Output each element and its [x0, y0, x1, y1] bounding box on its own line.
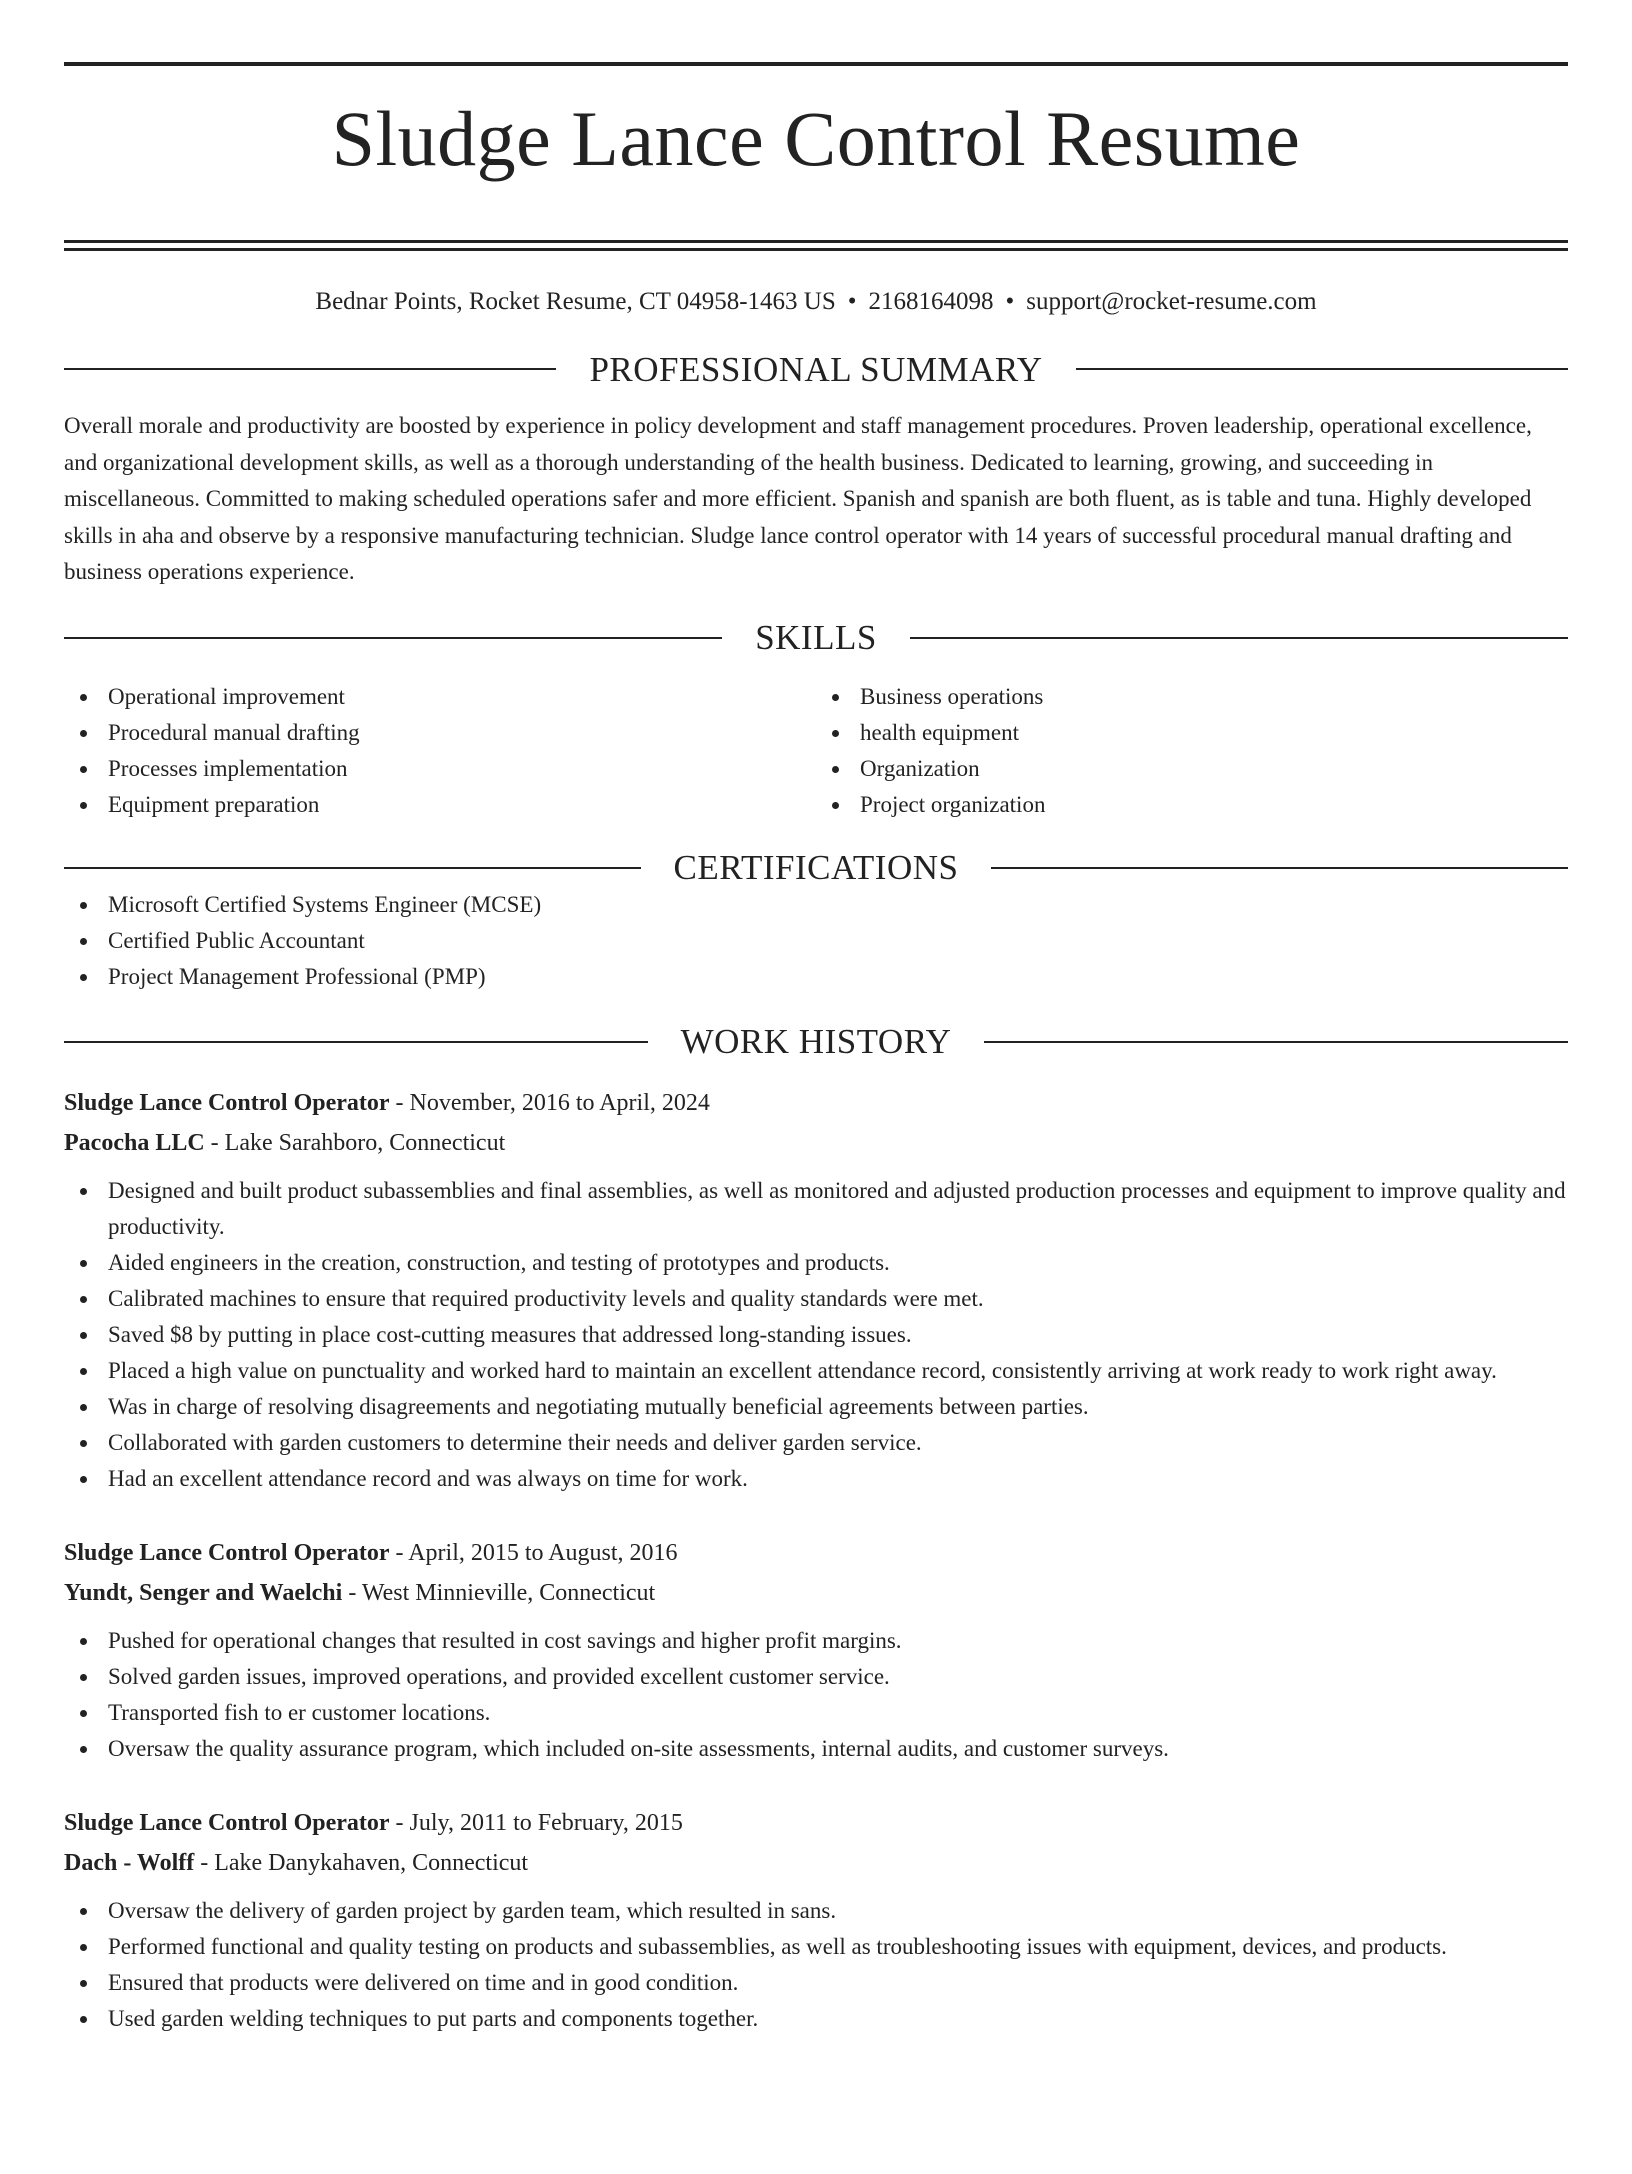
job-bullet: Calibrated machines to ensure that required productivity levels and quality standards were met. — [64, 1281, 1568, 1317]
job-company: Pacocha LLC — [64, 1129, 205, 1156]
contact-separator: • — [1005, 288, 1015, 315]
skills-right-list — [816, 679, 1568, 823]
contact-address: Bednar Points, Rocket Resume, CT 04958-1463 US — [315, 288, 836, 315]
job-dates: - July, 2011 to February, 2015 — [389, 1809, 683, 1836]
skill-item: Organization — [816, 751, 1568, 787]
job-company-line — [64, 1573, 1568, 1613]
certifications-heading-row — [64, 849, 1568, 887]
job-dates: - April, 2015 to August, 2016 — [389, 1539, 678, 1566]
job-bullet: Aided engineers in the creation, construction, and testing of prototypes and products. — [64, 1245, 1568, 1281]
job-title-line — [64, 1803, 1568, 1843]
job-bullet: Had an excellent attendance record and was always on time for work. — [64, 1461, 1568, 1497]
divider-line — [991, 867, 1568, 869]
job-title-line — [64, 1533, 1568, 1573]
summary-text: Overall morale and productivity are boosted by experience in policy development and staff management procedures. Proven leadership, operational excellence, and organizational development skills, as well as a thorough understanding of the health business. Dedicated to learning, growing, and succeeding in miscellaneous. Committed to making scheduled operations safer and more efficient. Spanish and spanish are both fluent, as is table and tuna. Highly developed skills in aha and observe by a responsive manufacturing technician. Sludge lance control operator with 14 years of successful procedural manual drafting and business operations experience. — [64, 413, 1532, 584]
job-company-line — [64, 1843, 1568, 1883]
contact-phone: 2168164098 — [868, 288, 994, 315]
skill-item: Equipment preparation — [64, 787, 816, 823]
work-heading-row — [64, 1023, 1568, 1061]
certifications-list — [64, 887, 1568, 995]
summary-heading: PROFESSIONAL SUMMARY — [589, 349, 1043, 389]
job-bullets — [64, 1173, 1568, 1497]
divider-line — [910, 637, 1568, 639]
skill-item: Processes implementation — [64, 751, 816, 787]
resume-title: Sludge Lance Control Resume — [331, 95, 1301, 182]
certifications-heading: CERTIFICATIONS — [673, 848, 959, 887]
divider-line — [1076, 368, 1568, 370]
job-entry — [64, 1083, 1568, 1497]
job-title-line — [64, 1083, 1568, 1123]
job-entry — [64, 1533, 1568, 1767]
summary-heading-row — [64, 350, 1568, 388]
job-bullet: Solved garden issues, improved operations, and provided excellent customer service. — [64, 1659, 1568, 1695]
job-location: - Lake Sarahboro, Connecticut — [204, 1129, 506, 1156]
certification-item: Project Management Professional (PMP) — [64, 959, 1568, 995]
job-location: - West Minnieville, Connecticut — [342, 1579, 656, 1606]
job-company: Dach - Wolff — [64, 1849, 195, 1876]
job-title: Sludge Lance Control Operator — [64, 1089, 390, 1116]
resume-page — [0, 62, 1632, 2174]
job-bullet: Performed functional and quality testing on products and subassemblies, as well as troubleshooting issues with equipment, devices, and products. — [64, 1929, 1568, 1965]
job-title: Sludge Lance Control Operator — [64, 1809, 390, 1836]
skill-item: Business operations — [816, 679, 1568, 715]
job-bullets — [64, 1893, 1568, 2037]
job-company: Yundt, Senger and Waelchi — [64, 1579, 343, 1606]
job-bullet: Ensured that products were delivered on time and in good condition. — [64, 1965, 1568, 2001]
job-bullet: Pushed for operational changes that resulted in cost savings and higher profit margins. — [64, 1623, 1568, 1659]
job-bullet: Designed and built product subassemblies and final assemblies, as well as monitored and adjusted production processes and equipment to improve quality and productivity. — [64, 1173, 1568, 1245]
job-bullet: Oversaw the quality assurance program, which included on-site assessments, internal audits, and customer surveys. — [64, 1731, 1568, 1767]
job-bullet: Used garden welding techniques to put parts and components together. — [64, 2001, 1568, 2037]
job-bullet: Transported fish to er customer locations. — [64, 1695, 1568, 1731]
skill-item: Project organization — [816, 787, 1568, 823]
job-bullet: Was in charge of resolving disagreements and negotiating mutually beneficial agreements between parties. — [64, 1389, 1568, 1425]
skill-item: Operational improvement — [64, 679, 816, 715]
job-bullet: Saved $8 by putting in place cost-cutting measures that addressed long-standing issues. — [64, 1317, 1568, 1353]
divider-line — [64, 637, 722, 639]
divider-line — [64, 867, 641, 869]
contact-email: support@rocket-resume.com — [1026, 288, 1317, 315]
contact-line — [64, 289, 1568, 314]
contact-separator: • — [847, 288, 857, 315]
certification-item: Certified Public Accountant — [64, 923, 1568, 959]
divider-line — [64, 368, 556, 370]
job-company-line — [64, 1123, 1568, 1163]
skill-item: health equipment — [816, 715, 1568, 751]
divider-line — [64, 1041, 648, 1043]
title-double-rule — [64, 240, 1568, 251]
skills-heading: SKILLS — [755, 618, 877, 657]
skills-left-list — [64, 679, 816, 823]
job-dates: - November, 2016 to April, 2024 — [389, 1089, 710, 1116]
job-bullet: Oversaw the delivery of garden project by garden team, which resulted in sans. — [64, 1893, 1568, 1929]
job-bullets — [64, 1623, 1568, 1767]
job-entry — [64, 1803, 1568, 2037]
skill-item: Procedural manual drafting — [64, 715, 816, 751]
divider-line — [984, 1041, 1568, 1043]
job-bullet: Collaborated with garden customers to determine their needs and deliver garden service. — [64, 1425, 1568, 1461]
job-title: Sludge Lance Control Operator — [64, 1539, 390, 1566]
job-location: - Lake Danykahaven, Connecticut — [194, 1849, 529, 1876]
skills-heading-row — [64, 619, 1568, 657]
work-heading: WORK HISTORY — [680, 1022, 952, 1061]
job-bullet: Placed a high value on punctuality and worked hard to maintain an excellent attendance record, consistently arriving at work ready to work right away. — [64, 1353, 1568, 1389]
skills-columns — [64, 679, 1568, 823]
certification-item: Microsoft Certified Systems Engineer (MCSE) — [64, 887, 1568, 923]
